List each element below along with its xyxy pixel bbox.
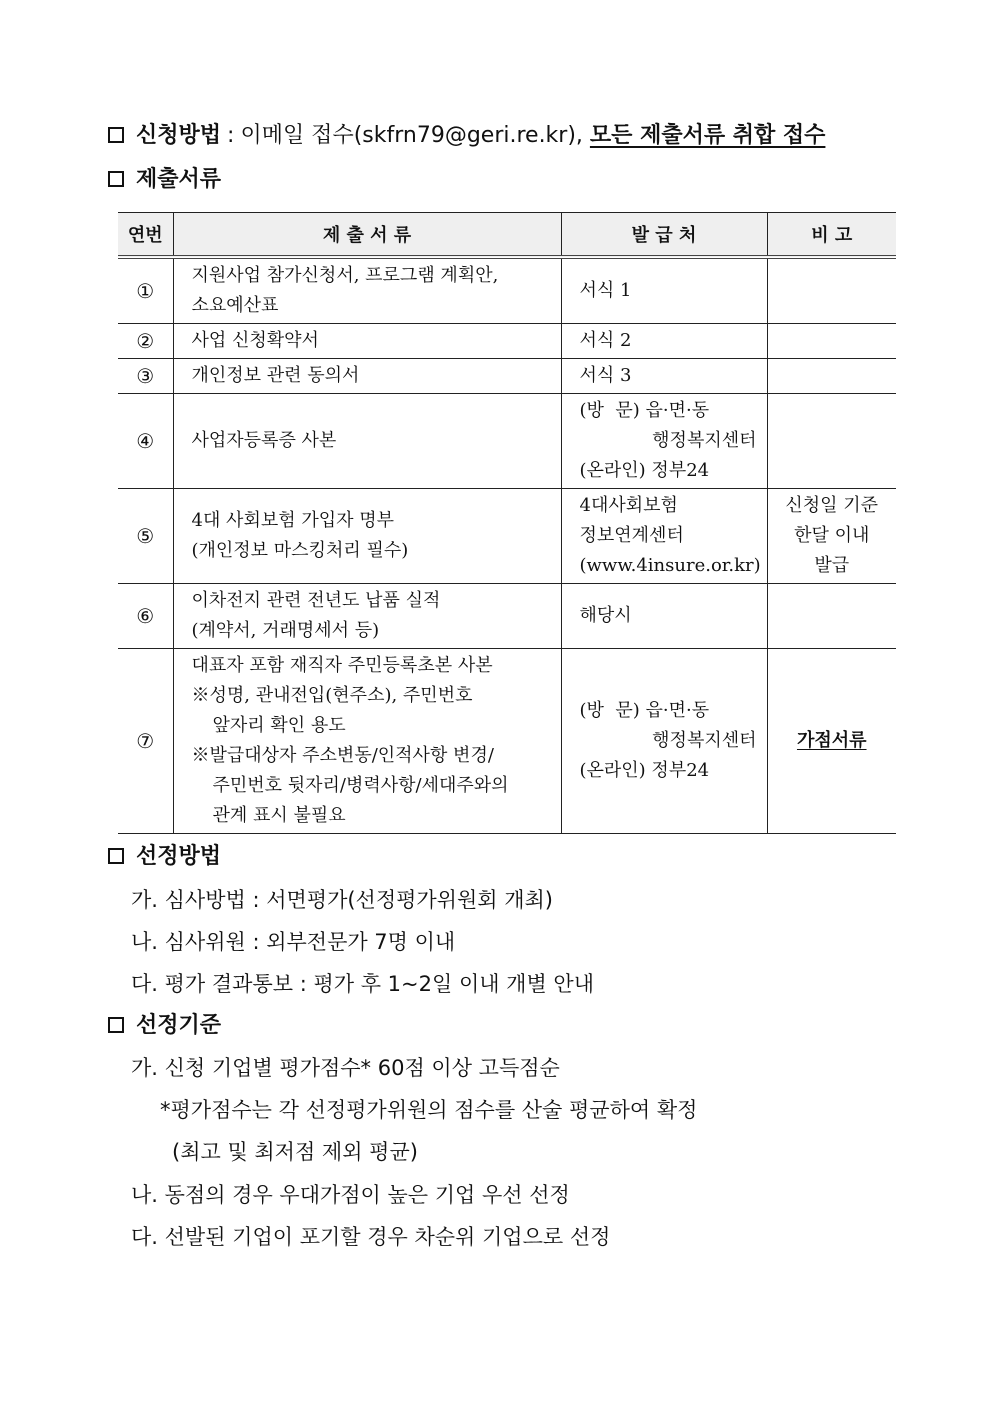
header-document: 제 출 서 류 — [173, 213, 561, 258]
row-note — [767, 359, 896, 394]
row-document: 사업자등록증 사본 — [173, 394, 561, 489]
row-number: ⑤ — [118, 489, 173, 584]
selection-method-title: 선정방법 — [136, 844, 222, 869]
row-number: ③ — [118, 359, 173, 394]
row-note — [767, 649, 896, 834]
row-number: ⑥ — [118, 584, 173, 649]
selection-criteria-item: 나. 동점의 경우 우대가점이 높은 기업 우선 선정 — [131, 1183, 570, 1207]
selection-method-heading — [108, 842, 221, 872]
row-number: ⑦ — [118, 649, 173, 834]
row-document: 대표자 포함 재직자 주민등록초본 사본 ※성명, 관내전입(현주소), 주민번호 앞자리 확인 용도 ※발급대상자 주소변동/인적사항 변경/ 주민번호 뒷자리/병력사항/세대주와의 관계 표시 불필요 — [173, 649, 561, 834]
apply-method-emphasis: 모든 제출서류 취합 접수 — [589, 123, 826, 148]
row-document: 사업 신청확약서 — [173, 324, 561, 359]
bonus-document-label: 가점서류 — [796, 730, 867, 751]
table-row — [118, 394, 896, 489]
selection-criteria-footnote: *평가점수는 각 선정평가위원의 점수를 산술 평균하여 확정 — [160, 1098, 698, 1122]
table-row — [118, 649, 896, 834]
row-note: 신청일 기준 한달 이내 발급 — [767, 489, 896, 584]
row-document: 개인정보 관련 동의서 — [173, 359, 561, 394]
selection-method-item: 다. 평가 결과통보 : 평가 후 1~2일 이내 개별 안내 — [131, 972, 595, 996]
row-number: ② — [118, 324, 173, 359]
documents-heading — [108, 165, 221, 195]
row-number: ④ — [118, 394, 173, 489]
apply-method-text: 이메일 접수(skfrn79@geri.re.kr), — [240, 123, 583, 148]
header-note: 비 고 — [767, 213, 896, 258]
table-row — [118, 324, 896, 359]
checkbox-bullet-icon — [108, 127, 124, 143]
documents-title: 제출서류 — [136, 167, 222, 192]
table-row — [118, 489, 896, 584]
row-issuer: 해당시 — [561, 584, 767, 649]
table-row — [118, 584, 896, 649]
row-note — [767, 394, 896, 489]
row-issuer: 서식 2 — [561, 324, 767, 359]
selection-criteria-title: 선정기준 — [136, 1013, 222, 1038]
documents-table — [118, 212, 896, 834]
checkbox-bullet-icon — [108, 848, 124, 864]
row-issuer: 서식 3 — [561, 359, 767, 394]
row-document: 이차전지 관련 전년도 납품 실적 (계약서, 거래명세서 등) — [173, 584, 561, 649]
header-issuer: 발 급 처 — [561, 213, 767, 258]
row-number: ① — [118, 257, 173, 324]
row-note — [767, 584, 896, 649]
selection-method-item: 나. 심사위원 : 외부전문가 7명 이내 — [131, 930, 456, 954]
selection-criteria-footnote: (최고 및 최저점 제외 평균) — [172, 1140, 418, 1164]
row-issuer: (방 문) 읍·면·동 행정복지센터 (온라인) 정부24 — [561, 649, 767, 834]
table-header-row — [118, 213, 896, 258]
table-row — [118, 257, 896, 324]
checkbox-bullet-icon — [108, 171, 124, 187]
row-note — [767, 324, 896, 359]
header-no: 연번 — [118, 213, 173, 258]
selection-criteria-item: 다. 선발된 기업이 포기할 경우 차순위 기업으로 선정 — [131, 1225, 611, 1249]
checkbox-bullet-icon — [108, 1017, 124, 1033]
row-document: 4대 사회보험 가입자 명부 (개인정보 마스킹처리 필수) — [173, 489, 561, 584]
apply-method-title: 신청방법 — [136, 123, 222, 148]
selection-criteria-item: 가. 신청 기업별 평가점수* 60점 이상 고득점순 — [131, 1056, 560, 1080]
apply-method-heading: 신청방법 : 이메일 접수(skfrn79@geri.re.kr), 모든 제출서류 취합 접수 — [108, 121, 825, 151]
row-issuer: (방 문) 읍·면·동 행정복지센터 (온라인) 정부24 — [561, 394, 767, 489]
row-document: 지원사업 참가신청서, 프로그램 계획안, 소요예산표 — [173, 257, 561, 324]
table-row — [118, 359, 896, 394]
row-issuer: 서식 1 — [561, 257, 767, 324]
selection-criteria-heading — [108, 1011, 221, 1041]
row-issuer: 4대사회보험 정보연계센터 (www.4insure.or.kr) — [561, 489, 767, 584]
selection-method-item: 가. 심사방법 : 서면평가(선정평가위원회 개최) — [131, 888, 553, 912]
row-note — [767, 257, 896, 324]
